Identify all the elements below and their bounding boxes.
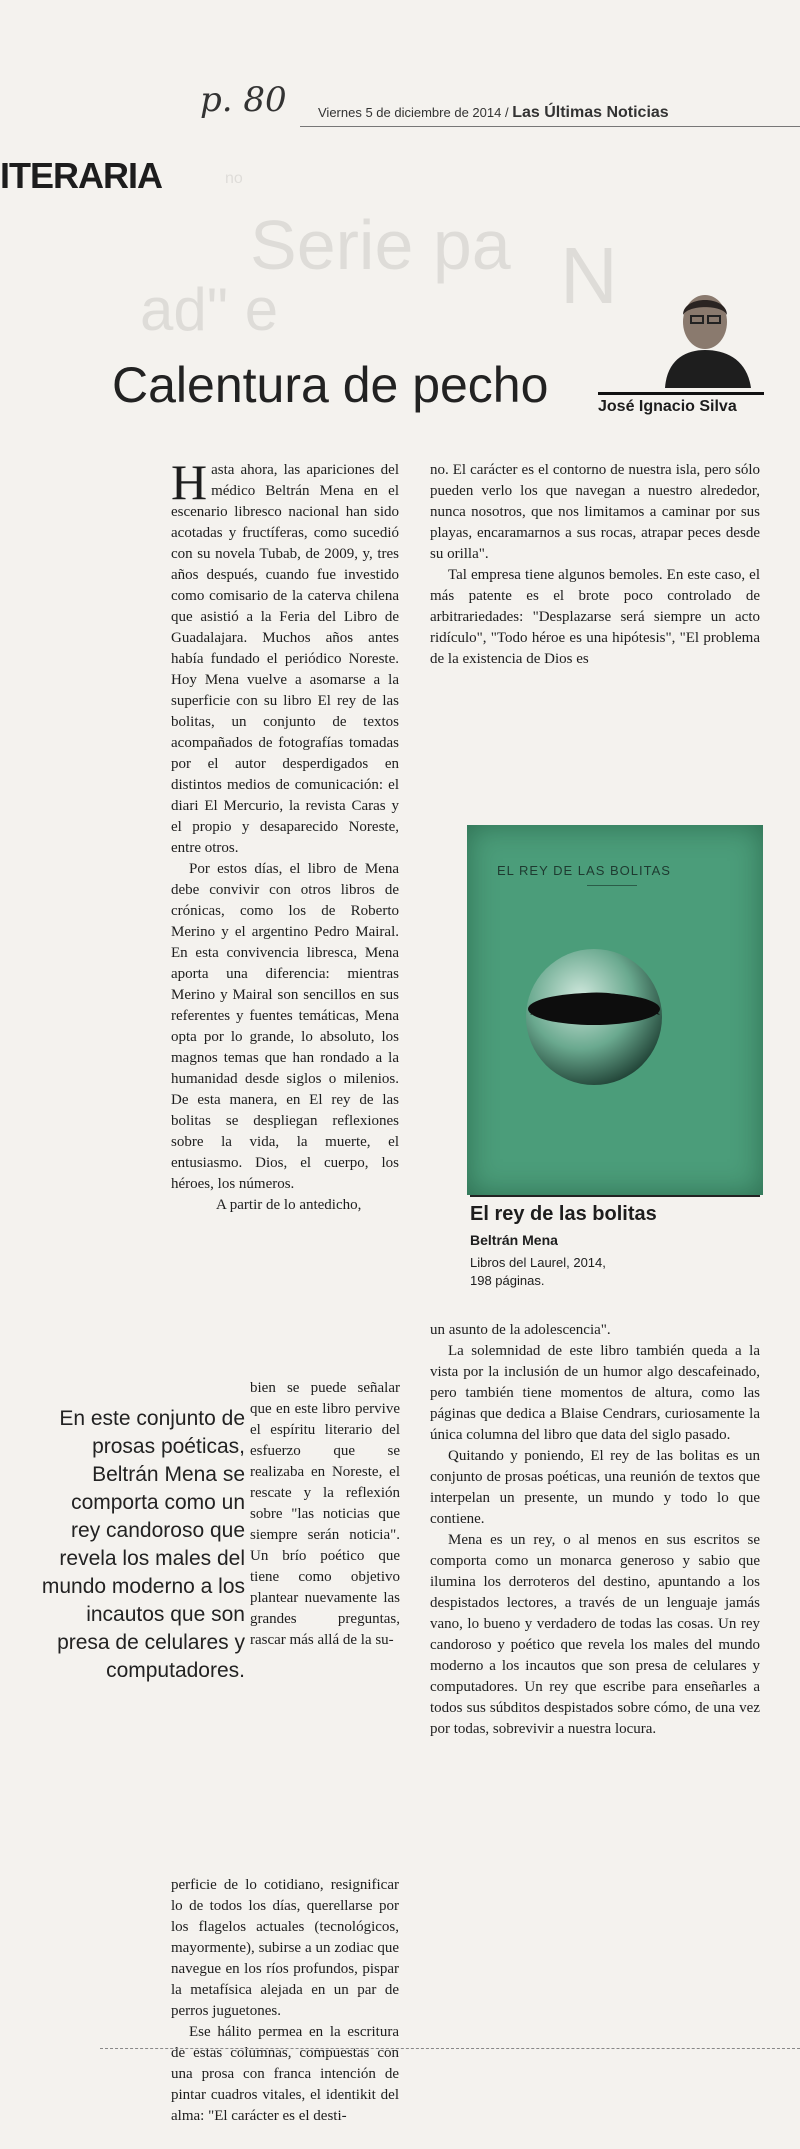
handwritten-page-note: p. 80 — [200, 80, 287, 120]
issue-date: Viernes 5 de diciembre de 2014 / — [318, 105, 509, 120]
article-paragraph: perficie de lo cotidiano, resignificar lo de todos los días, querellarse por los flagelos actuales (tecnológicos, mayormente), subirse a un zodiac que navegue en los ríos profundos, pispar la metafísica alejada en un par de perros juguetones. — [171, 1877, 399, 2019]
book-title: El rey de las bolitas — [470, 1203, 657, 1225]
newspaper-name: Las Últimas Noticias — [512, 104, 669, 121]
bleed-through-text: ad" e — [140, 276, 279, 343]
drop-cap: H — [171, 454, 208, 510]
author-photo — [655, 280, 757, 388]
article-paragraph: La solemnidad de este libro también queda a la vista por la inclusión de un humor algo descafeinado, pero también tiene momentos de altura, como las páginas que dedica a Blaise Cendrars, curiosamente la única columna del libro que data del siglo pasado. — [430, 1343, 760, 1443]
article-paragraph: A partir de lo antedicho, — [216, 1197, 362, 1213]
article-column-1 — [171, 454, 399, 1216]
marble-image — [522, 945, 667, 1090]
section-label: ITERARIA — [0, 155, 162, 196]
article-column-2 — [250, 1378, 400, 1651]
book-author: Beltrán Mena — [470, 1232, 558, 1248]
book-pages: 198 páginas. — [470, 1273, 545, 1288]
article-paragraph: Mena es un rey, o al menos en sus escritos se comporta como un monarca generoso y sabio que ilumina los derroteros del destino, apuntando a los despistados lectores, a través de un lenguaje jamás vano, lo bueno y verdadero de todas las cosas. Un rey candoroso y poético que revela los males del mundo moderno a los incautos que son presa de celulares y computadores. Un rey que escribe para enseñarles a todos sus súbditos despistados sobre cómo, de una vez por todas, sobrevivir a nuestra locura. — [430, 1532, 760, 1737]
newspaper-header — [318, 104, 669, 122]
article-paragraph: bien se puede señalar que en este libro pervive el espíritu literario del esfuerzo que se realizaba en Noreste, el rescate y la reflexión sobre "las noticias que siempre serán noticia". Un brío poético que tiene como objetivo plantear nuevamente las grandes preguntas, rascar más allá de la su- — [250, 1380, 400, 1648]
header-divider — [300, 126, 800, 127]
page-bottom-rule — [100, 2048, 800, 2049]
article-column-5 — [430, 1320, 760, 1740]
book-caption — [470, 1195, 760, 1290]
book-cover-title: EL REY DE LAS BOLITAS — [497, 863, 671, 878]
bleed-through-text: no — [225, 170, 243, 187]
article-paragraph: Hasta ahora, las apariciones del médico Beltrán Mena en el escenario libresco nacional han sido acotadas y fructíferas, como sucedió con su novela Tubab, de 2009, y, tres años después, cuando fue investido como comisario de la caterva chilena que asistió a la Feria del Libro de Guadalajara. Muchos años antes había fundado el periódico Noreste. Hoy Mena vuelve a asomarse a la superficie con su libro El rey de las bolitas, un conjunto de textos acompañados de fotografías tomadas por el autor desperdigados en distintos medios de comunicación: el diari El Mercurio, la revista Caras y el propio y desaparecido Noreste, entre otros. — [171, 454, 399, 856]
pull-quote: En este conjunto de prosas poéticas, Beltrán Mena se comporta como un rey candoroso que revela los males del mundo moderno a los incautos que son presa de celulares y computadores. — [41, 1407, 245, 1682]
byline-rule — [598, 392, 764, 395]
author-byline: José Ignacio Silva — [598, 398, 737, 415]
bleed-through-text: N — [560, 231, 618, 320]
article-paragraph: Por estos días, el libro de Mena debe convivir con otros libros de crónicas, como los de Roberto Merino y el argentino Pedro Mairal. En esta convivencia libresca, Mena aporta una diferencia: mientras Merino y Mairal son sencillos en sus referentes y fuentes temáticas, Mena opta por lo grande, lo absoluto, los magnos temas que han rondado a la humanidad desde siglos o milenios. De esta manera, en El rey de las bolitas se despliegan reflexiones sobre la vida, la muerte, el entusiasmo. Dios, el cuerpo, los héroes, los números. — [171, 861, 399, 1192]
book-publisher: Libros del Laurel, 2014, — [470, 1255, 606, 1270]
article-paragraph: un asunto de la adolescencia". — [430, 1322, 611, 1338]
cover-rule — [587, 885, 637, 886]
article-column-3 — [171, 1875, 399, 2127]
article-title: Calentura de pecho — [112, 357, 549, 413]
article-paragraph: Tal empresa tiene algunos bemoles. En este caso, el más patente es el brote poco controlado de arbitrariedades: "Desplazarse será siempre un acto ridículo", "Todo héroe es una hipótesis", "El problema de la existencia de Dios es — [430, 567, 760, 667]
article-column-4 — [430, 460, 760, 670]
book-cover — [467, 825, 763, 1195]
article-paragraph: no. El carácter es el contorno de nuestra isla, pero sólo pueden verlo los que navegan a nuestro alrededor, nunca nosotros, que nos limitamos a caminar por sus playas, encaramarnos a sus rocas, atrapar peces desde su orilla". — [430, 462, 760, 562]
article-paragraph: Ese hálito permea en la escritura de estas columnas, compuestas con una prosa con franca intención de pintar cuadros vitales, el identikit del alma: "El carácter es el desti- — [171, 2024, 399, 2124]
article-paragraph: Quitando y poniendo, El rey de las bolitas es un conjunto de prosas poéticas, una reunión de textos que interpelan un presente, un mundo y todo lo que contiene. — [430, 1448, 760, 1527]
bleed-through-text: Serie pa — [250, 206, 511, 284]
